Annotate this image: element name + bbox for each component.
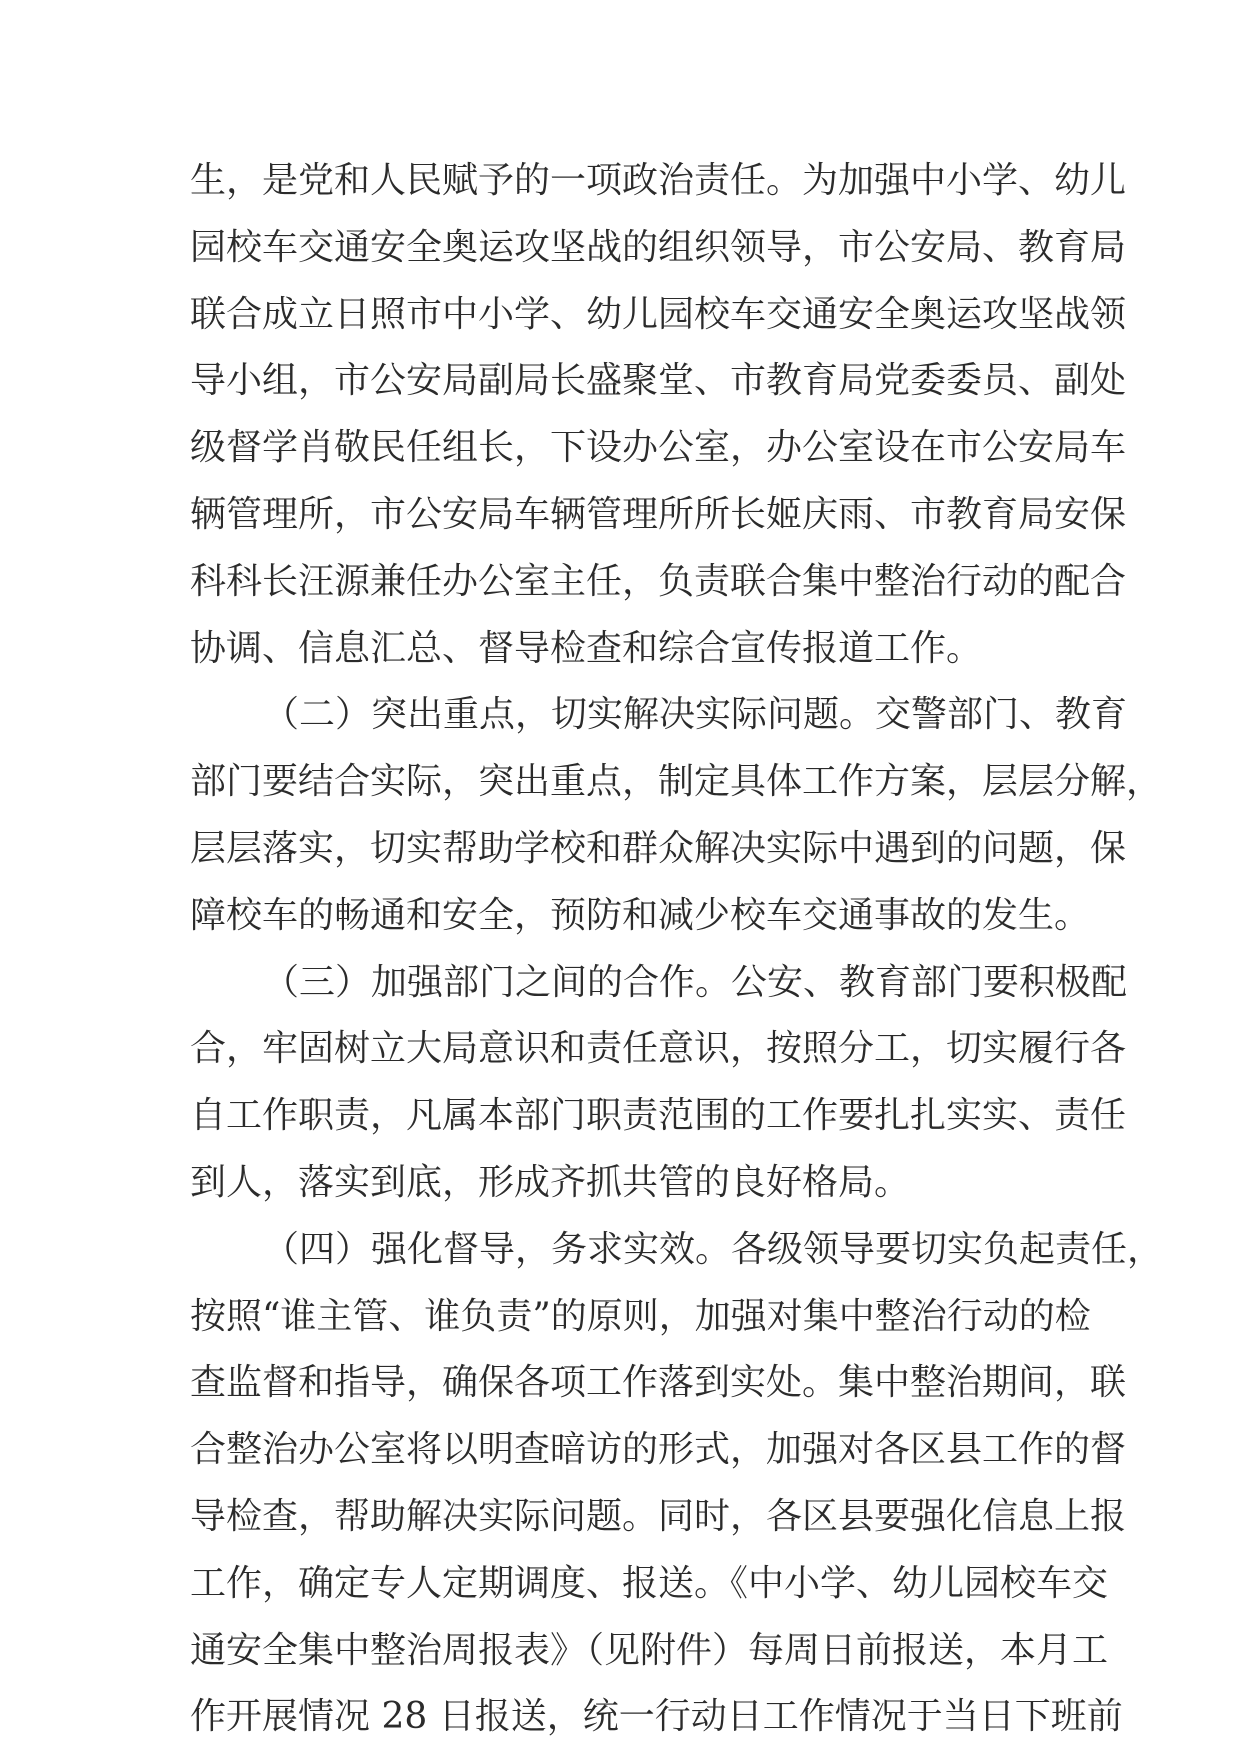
text-line: 合，牢固树立大局意识和责任意识，按照分工，切实履行各: [190, 1028, 1127, 1070]
text-line: 层层落实，切实帮助学校和群众解决实际中遇到的问题，保: [190, 827, 1127, 869]
body-text: [190, 148, 1164, 1751]
text-line: 园校车交通安全奥运攻坚战的组织领导，市公安局、教育局: [190, 226, 1127, 268]
text-line: 障校车的畅通和安全，预防和减少校车交通事故的发生。: [190, 894, 1091, 936]
text-line: 通安全集中整治周报表》（见附件）每周日前报送，本月工: [190, 1629, 1109, 1671]
text-line: 自工作职责，凡属本部门职责范围的工作要扎扎实实、责任: [190, 1095, 1127, 1137]
text-line: 生，是党和人民赋予的一项政治责任。为加强中小学、幼儿: [190, 160, 1127, 201]
text-line: 到人，落实到底，形成齐抓共管的良好格局。: [190, 1161, 911, 1203]
text-line: 科科长汪源兼任办公室主任，负责联合集中整治行动的配合: [190, 560, 1127, 602]
section-heading-line: （三）加强部门之间的合作。公安、教育部门要积极配: [263, 961, 1128, 1003]
text-line: 辆管理所，市公安局车辆管理所所长姬庆雨、市教育局安保: [190, 493, 1127, 535]
text-line: 导检查，帮助解决实际问题。同时，各区县要强化信息上报: [190, 1495, 1127, 1537]
text-line: 部门要结合实际，突出重点，制定具体工作方案，层层分解，: [190, 761, 1163, 803]
text-line: 联合成立日照市中小学、幼儿园校车交通安全奥运攻坚战领: [190, 293, 1127, 335]
text-line: 级督学肖敬民任组长，下设办公室，办公室设在市公安局车: [190, 427, 1127, 469]
text-line: 工作，确定专人定期调度、报送。《中小学、幼儿园校车交: [190, 1562, 1109, 1604]
section-heading-line: （四）强化督导，务求实效。各级领导要切实负起责任，: [263, 1228, 1164, 1270]
section-heading-line: （二）突出重点，切实解决实际问题。交警部门、教育: [263, 694, 1128, 736]
text-line: 导小组，市公安局副局长盛聚堂、市教育局党委委员、副处: [190, 360, 1127, 402]
text-line: 协调、信息汇总、督导检查和综合宣传报道工作。: [190, 627, 983, 669]
text-line: 合整治办公室将以明查暗访的形式，加强对各区县工作的督: [190, 1429, 1127, 1471]
text-line: 按照“谁主管、谁负责”的原则，加强对集中整治行动的检: [190, 1295, 1091, 1337]
text-line: 作开展情况 28 日报送，统一行动日工作情况于当日下班前: [190, 1696, 1123, 1738]
text-line: 查监督和指导，确保各项工作落到实处。集中整治期间，联: [190, 1362, 1127, 1404]
